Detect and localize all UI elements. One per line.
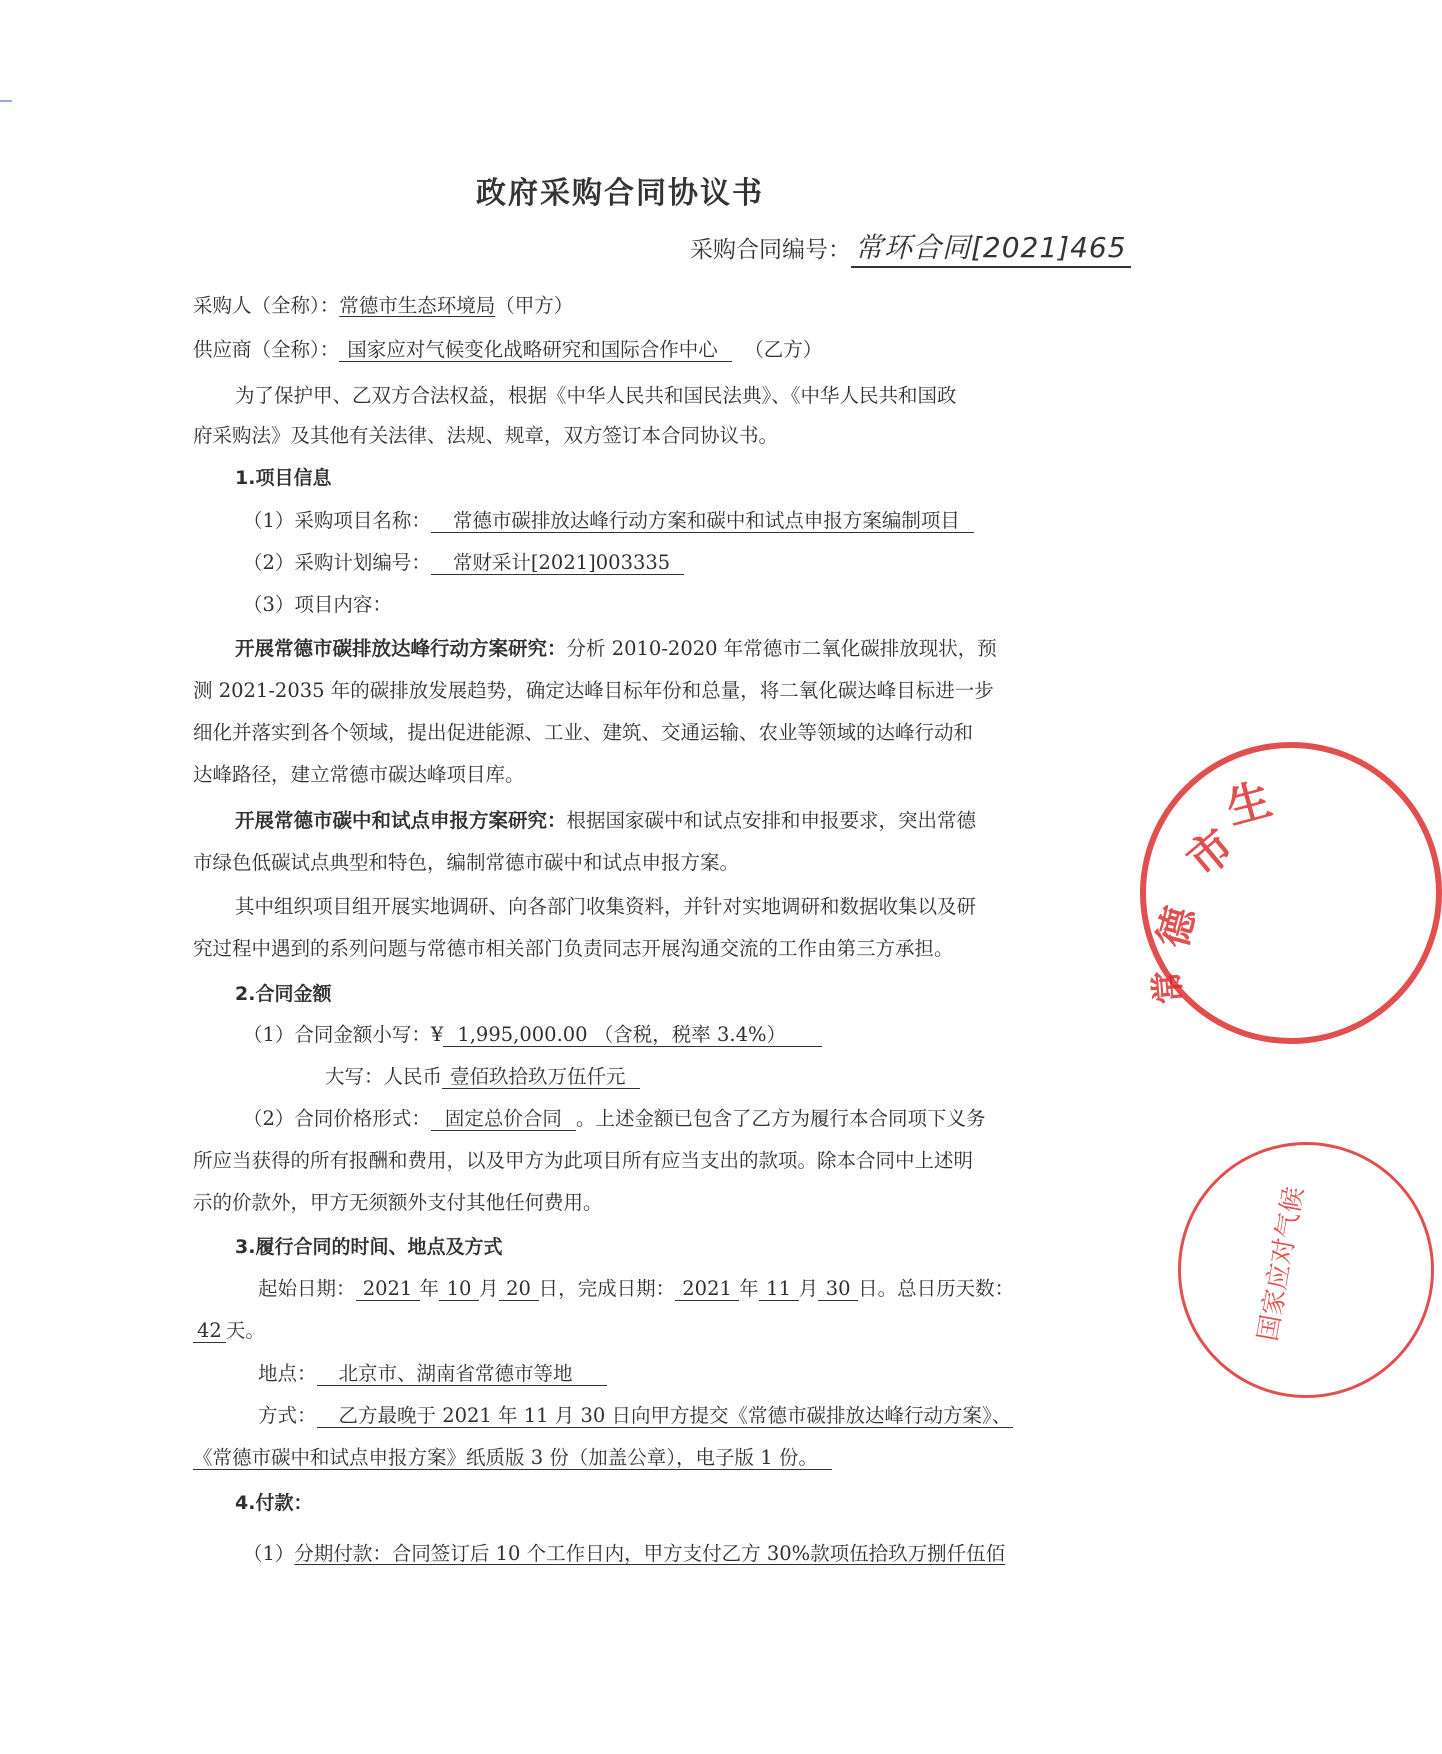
seal1-char-2: 德 (1149, 902, 1205, 953)
section4-heading: 4.付款： (235, 1492, 313, 1514)
start-year-unit: 年 (419, 1277, 440, 1300)
place-row (258, 1361, 607, 1387)
amount-row (243, 1022, 822, 1048)
capital-amount-label: 大写：人民币 (325, 1065, 443, 1088)
method-value-2: 《常德市碳中和试点申报方案》纸质版 3 份（加盖公章），电子版 1 份。 (193, 1447, 832, 1470)
content-p3-line-1: 其中组织项目组开展实地调研、向各部门收集资料，并针对实地调研和数据收集以及研 (235, 895, 977, 918)
place-label: 地点： (258, 1362, 317, 1385)
total-days-value: 42 (193, 1320, 226, 1343)
content-p2-text-1: 根据国家碳中和试点安排和申报要求，突出常德 (566, 809, 977, 832)
contract-number-label: 采购合同编号： (690, 237, 851, 263)
start-month: 10 (439, 1278, 479, 1301)
contract-number-row (690, 226, 1131, 268)
seal1-char-4: 生 (1221, 774, 1278, 835)
project-name-label: （1）采购项目名称： (243, 509, 431, 532)
document-title: 政府采购合同协议书 (476, 176, 764, 211)
total-days-unit: 天。 (225, 1319, 265, 1342)
dates-row (258, 1276, 1014, 1302)
method-value-1: 乙方最晚于 2021 年 11 月 30 日向甲方提交《常德市碳排放达峰行动方案》、 (317, 1405, 1014, 1428)
contract-number-handwritten: 常环合同[2021]465 (851, 226, 1131, 268)
content-p1-line-4: 达峰路径，建立常德市碳达峰项目库。 (193, 763, 525, 786)
payment-item-1 (243, 1541, 1005, 1567)
amount-value: 1,995,000.00 （含税，税率 3.4%） (443, 1024, 822, 1047)
project-name-row (243, 508, 974, 534)
project-name-value: 常德市碳排放达峰行动方案和碳中和试点申报方案编制项目 (431, 510, 974, 533)
supplier-row (193, 337, 822, 363)
method-label: 方式： (258, 1404, 317, 1427)
seal1-char-3: 市 (1177, 819, 1245, 888)
price-form-line-3: 示的价款外，甲方无须额外支付其他任何费用。 (193, 1191, 603, 1214)
content-p1-line-3: 细化并落实到各个领域，提出促进能源、工业、建筑、交通运输、农业等领域的达峰行动和 (193, 721, 974, 744)
start-day-unit: 日 (538, 1277, 559, 1300)
supplier-label: 供应商（全称）： (193, 338, 340, 361)
content-p2-line-1 (235, 808, 976, 834)
content-p1-line-1 (235, 636, 997, 662)
intro-line-1: 为了保护甲、乙双方合法权益，根据《中华人民共和国民法典》、《中华人民共和国政 (235, 384, 957, 407)
payment-item-1-label: （1） (243, 1542, 295, 1565)
end-year: 2021 (675, 1278, 739, 1301)
scan-edge-mark (0, 100, 12, 102)
supplier-name: 国家应对气候变化战略研究和国际合作中心 (339, 339, 732, 362)
project-content-label: （3）项目内容： (243, 593, 392, 616)
start-day: 20 (499, 1278, 539, 1301)
purchaser-row (193, 293, 573, 319)
plan-number-value: 常财采计[2021]003335 (431, 552, 684, 575)
payment-item-1-value: 分期付款：合同签订后 10 个工作日内，甲方支付乙方 30%款项伍拾玖万捌仟伍佰 (294, 1542, 1006, 1565)
price-form-row (243, 1106, 985, 1132)
end-month-unit: 月 (798, 1277, 819, 1300)
price-form-rest: 。上述金额已包含了乙方为履行本合同项下义务 (575, 1107, 986, 1130)
plan-number-row (243, 550, 684, 576)
start-year: 2021 (356, 1278, 420, 1301)
start-month-unit: 月 (479, 1277, 499, 1300)
official-seal-supplier (1178, 1142, 1434, 1398)
seal2-text: 国家应对气候 (1253, 1184, 1310, 1344)
content-p1-heading: 开展常德市碳排放达峰行动方案研究： (235, 637, 567, 660)
content-p1-line-2: 测 2021-2035 年的碳排放发展趋势，确定达峰目标年份和总量，将二氧化碳达峰目标进一步 (193, 679, 994, 702)
end-month: 11 (759, 1278, 799, 1301)
method-row-2 (193, 1445, 832, 1471)
purchaser-label: 采购人（全称）： (193, 294, 340, 317)
capital-amount-row (325, 1064, 640, 1090)
section3-heading: 3.履行合同的时间、地点及方式 (235, 1236, 503, 1258)
content-p2-heading: 开展常德市碳中和试点申报方案研究： (235, 809, 567, 832)
content-p3-line-2: 究过程中遇到的系列问题与常德市相关部门负责同志开展沟通交流的工作由第三方承担。 (193, 937, 954, 960)
total-days-row (193, 1318, 265, 1344)
seal1-char-1: 常 (1147, 968, 1190, 1006)
section2-heading: 2.合同金额 (235, 983, 332, 1005)
total-days-label: 。总日历天数： (877, 1277, 1015, 1300)
intro-line-2: 府采购法》及其他有关法律、法规、规章，双方签订本合同协议书。 (193, 424, 779, 447)
plan-number-label: （2）采购计划编号： (243, 551, 431, 574)
official-seal-purchaser (1140, 742, 1442, 1044)
section1-heading: 1.项目信息 (235, 467, 332, 489)
place-value: 北京市、湖南省常德市等地 (317, 1363, 607, 1386)
price-form-line-2: 所应当获得的所有报酬和费用，以及甲方为此项目所有应当支出的款项。除本合同中上述明 (193, 1149, 974, 1172)
price-form-label: （2）合同价格形式： (243, 1107, 431, 1130)
start-date-label: 起始日期： (258, 1277, 356, 1300)
amount-label: （1）合同金额小写：¥ (243, 1023, 444, 1046)
price-form-value: 固定总价合同 (431, 1108, 576, 1131)
method-row-1 (258, 1403, 1013, 1429)
supplier-role: （乙方） (744, 338, 823, 361)
purchaser-name: 常德市生态环境局 (339, 294, 496, 317)
content-p1-text-1: 分析 2010-2020 年常德市二氧化碳排放现状，预 (566, 637, 997, 660)
content-p2-line-2: 市绿色低碳试点典型和特色，编制常德市碳中和试点申报方案。 (193, 851, 740, 874)
end-day-unit: 日 (858, 1277, 878, 1300)
end-day: 30 (818, 1278, 858, 1301)
end-year-unit: 年 (739, 1277, 759, 1300)
end-date-label: ，完成日期： (558, 1277, 676, 1300)
purchaser-role: （甲方） (495, 294, 574, 317)
capital-amount-value: 壹佰玖拾玖万伍仟元 (442, 1066, 640, 1089)
